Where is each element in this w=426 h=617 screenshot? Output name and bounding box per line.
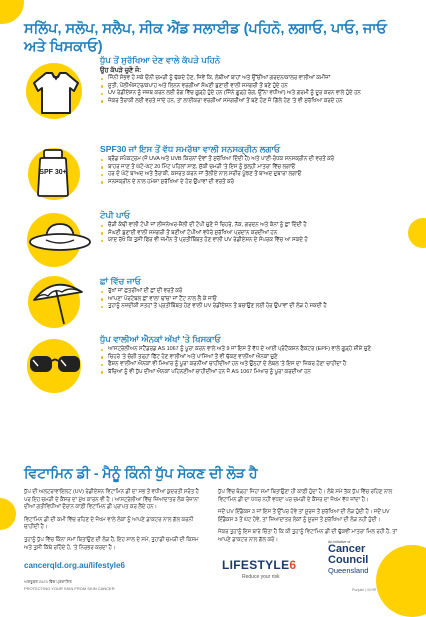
section-sunscreen <box>24 142 404 202</box>
cc-word-council: Council <box>328 554 369 566</box>
section-sunglasses <box>24 332 404 402</box>
shirt-icon <box>24 61 96 117</box>
cc-state: Queensland <box>328 566 369 575</box>
list-item: ਜੇਕਰ ਤੈਰਾਕੀ ਲਈ ਵਰਤੇ ਜਾਂਦੇ ਹਨ, ਤਾਂ ਲਾਈਕਰਾ ਵਰਗੀਆਂ ਸਮੱਗਰੀਆਂ ਤੋਂ ਬਣੇ ਹੋਣ ਜੋ ਗਿੱਲੇ ਹੋਣ 'ਤੇ ਵੀ ਸੁਰੱਖਿਆ ਕਰਦੇ ਹਨ <box>108 98 406 106</box>
lifestyle6-logo <box>222 556 306 584</box>
list-item: ਬ੍ਰੌਡ ਸਪੈਕਟ੍ਰਮ (ਜੋ UVA ਅਤੇ UVB ਕਿਰਨਾਂ ਦੋਵਾਂ ਤੋਂ ਸੁਰੱਖਿਆ ਦਿੰਦੀ ਹੈ) ਅਤੇ ਪਾਣੀ-ਰੋਧਕ ਸਨਸਕ੍ਰੀਨ ਦੀ ਵਰਤੋਂ ਕਰੋ <box>108 156 406 164</box>
lifestyle-number: 6 <box>289 558 297 572</box>
list-item: UV ਰੇਡੀਏਸ਼ਨ ਨੂੰ ਜਜ਼ਬ ਕਰਨ ਲਈ ਰੰਗ ਵਿੱਚ ਗੂੜ੍ਹੇ ਹੁੰਦੇ ਹਨ (ਜਿੰਨੇ ਗੂੜ੍ਹੇ ਰੰਗ, ਉੱਨਾ ਵਧੀਆ) ਅਤੇ ਗਰਮੀ ਨੂੰ ਦੂਰ ਕਰਨ ਵਾਲੇ ਹੁੰਦੇ ਹਨ <box>108 90 406 98</box>
list-item: ਸੰਘਣੀ ਬੁਣਾਈ ਵਾਲੀ ਸਮੱਗਰੀ ਤੋਂ ਬਣੀਆਂ ਟੋਪੀਆਂ ਵਧੇਰੇ ਸੁਰੱਖਿਆ ਪ੍ਰਦਾਨ ਕਰਦੀਆਂ ਹਨ <box>108 230 406 238</box>
language-tag: Punjabi | ਪੰਜਾਬੀ <box>352 588 376 592</box>
list-item: ਚਿਹਰੇ 'ਤੇ ਚੰਗੀ ਤਰ੍ਹਾਂ ਫਿੱਟ ਹੋਣ ਵਾਲੀਆਂ ਅਤੇ ਪਾਸਿਆਂ ਤੋਂ ਵੀ ਢੱਕਣ ਵਾਲੀਆਂ ਐਨਕਾਂ ਚੁਣੋ <box>108 354 406 362</box>
page-title: ਸਲਿੱਪ, ਸਲੋਪ, ਸਲੈਪ, ਸੀਕ ਐਂਡ ਸਲਾਈਡ (ਪਹਿਨੋ, ਲਗਾਓ, ਪਾਓ, ਜਾਓ ਅਤੇ ਖਿਸਕਾਓ) <box>24 21 387 55</box>
section-heading: SPF30 ਜਾਂ ਇਸ ਤੋਂ ਵੱਧ ਸਮਰੱਥਾ ਵਾਲੀ ਸਨਸਕ੍ਰੀਨ ਲਗਾਓ <box>100 144 281 154</box>
list-item: ਤੁਹਾਨੂੰ ਨਜ਼ਦੀਕੀ ਸਤਹਾਂ ਤੋਂ ਪ੍ਰਤੀਬਿੰਬਤ ਹੋਣ ਵਾਲੀ UV ਰੇਡੀਏਸ਼ਨ ਤੋਂ ਬਚਾਉਣ ਲਈ ਹੋਰ ਉਪਾਵਾਂ ਦੀ ਲੋੜ ਹੋ ਸਕਦੀ ਹੈ <box>108 303 406 311</box>
spf-label: SPF 30+ <box>39 169 67 176</box>
section-heading: ਧੁੱਪ ਤੋਂ ਸੁਰੱਖਿਆ ਦੇਣ ਵਾਲੇ ਕੱਪੜੇ ਪਹਿਨੋ <box>100 55 221 65</box>
decorative-circle <box>0 498 16 530</box>
vitamin-d-left-column <box>24 489 206 557</box>
list-item: ਫੈਸ਼ਨ ਵਾਲੀਆਂ ਐਨਕਾਂ ਵੀ ਮਿਆਰ ਨੂੰ ਪੂਰਾ ਕਰਨੀਆਂ ਚਾਹੀਦੀਆਂ ਹਨ ਅਤੇ ਉਨ੍ਹਾਂ ਦੇ ਲੇਬਲ 'ਤੇ ਇਸ ਦਾ ਜ਼ਿਕਰ ਹੋਣਾ ਚਾਹੀਦਾ ਹੈ <box>108 361 406 369</box>
list-item: ਬਾਹਰ ਜਾਣ ਤੋਂ ਘੱਟੋ-ਘੱਟ 20 ਮਿੰਟ ਪਹਿਲਾਂ ਸਾਫ਼, ਸੁੱਕੀ ਚਮੜੀ 'ਤੇ ਇਸ ਨੂੰ ਖੁੱਲ੍ਹੀ ਮਾਤਰਾ ਵਿੱਚ ਲਗਾਓ <box>108 164 406 172</box>
list-item: ਆਸਟ੍ਰੇਲੀਅਨ ਸਟੈਂਡਰਡ AS 1067 ਨੂੰ ਪੂਰਾ ਕਰਨ ਵਾਲੇ ਅਤੇ 9 ਜਾਂ ਇਸ ਤੋਂ ਵੱਧ ਦੇ ਆਈ ਪ੍ਰੋਟੈਕਸ਼ਨ ਫੈਕਟਰ (EPF) ਵਾਲੇ ਗੂੜ੍ਹੇ ਸ਼ੀਸ਼ੇ ਚੁਣੋ <box>108 346 406 354</box>
list-item: ਹਰ ਦੋ ਘੰਟੇ ਬਾਅਦ ਅਤੇ ਤੈਰਾਕੀ, ਕਸਰਤ ਕਰਨ ਜਾਂ ਤੌਲੀਏ ਨਾਲ ਸਰੀਰ ਪੂੰਝਣ ਤੋਂ ਬਾਅਦ ਦੁਬਾਰਾ ਲਗਾਓ <box>108 171 406 179</box>
section-heading: ਟੋਪੀ ਪਾਓ <box>100 210 131 220</box>
cc-initiative-text: An initiative of <box>328 540 351 544</box>
paragraph: ਧੁੱਪ ਦੀ ਅਲਟਰਾਵਾਇਲਟ (UV) ਰੇਡੀਏਸ਼ਨ ਵਿਟਾਮਿਨ ਡੀ ਦਾ ਸਭ ਤੋਂ ਵਧੀਆ ਕੁਦਰਤੀ ਸਰੋਤ ਹੈ ਪਰ ਇਹ ਚਮੜੀ ਦੇ ਕੈਂਸਰ ਦਾ ਮੁੱਖ ਕਾਰਨ ਵੀ ਹੈ। ਆਸਟ੍ਰੇਲੀਆ ਵਿੱਚ ਜ਼ਿਆਦਾਤਰ ਲੋਕ ਰੋਜ਼ਾਨਾ ਦੀਆਂ ਗਤੀਵਿਧੀਆਂ ਦੌਰਾਨ ਕਾਫ਼ੀ ਵਿਟਾਮਿਨ ਡੀ ਪ੍ਰਾਪਤ ਕਰ ਲੈਂਦੇ ਹਨ। <box>24 489 199 511</box>
decorative-circle <box>0 0 24 24</box>
section-heading: ਧੁੱਪ ਵਾਲੀਆਂ ਐਨਕਾਂ ਅੱਖਾਂ 'ਤੇ ਖਿਸਕਾਓ <box>100 334 221 344</box>
paragraph: ਜਦੋਂ UV ਇੰਡੈਕਸ 3 ਜਾਂ ਇਸ ਤੋਂ ਉੱਪਰ ਹੋਵੇ ਤਾਂ ਸੂਰਜ ਤੋਂ ਸੁਰੱਖਿਆ ਦੀ ਲੋੜ ਹੁੰਦੀ ਹੈ। ਜਦੋਂ UV ਇੰਡੈਕਸ 3 ਤੋਂ ਘੱਟ ਹੋਵੇ, ਤਾਂ ਜ਼ਿਆਦਾਤਰ ਲੋਕਾਂ ਨੂੰ ਸੂਰਜ ਤੋਂ ਸੁਰੱਖਿਆ ਦੀ ਲੋੜ ਨਹੀਂ ਹੁੰਦੀ। <box>218 509 390 523</box>
list-item: ਬੱਚਿਆਂ ਨੂੰ ਵੀ ਧੁੱਪ ਦੀਆਂ ਐਨਕਾਂ ਪਹਿਨਣੀਆਂ ਚਾਹੀਦੀਆਂ ਹਨ ਜੋ AS 1067 ਮਿਆਰ ਨੂੰ ਪੂਰਾ ਕਰਦੀਆਂ ਹਨ <box>108 369 406 377</box>
paragraph: ਜੇਕਰ ਤੁਹਾਨੂੰ ਇਸ ਬਾਰੇ ਚਿੰਤਾ ਹੈ ਕਿ ਕੀ ਤੁਹਾਨੂੰ ਵਿਟਾਮਿਨ ਡੀ ਦੀ ਢੁੱਕਵੀਂ ਮਾਤਰਾ ਮਿਲ ਰਹੀ ਹੈ, ਤਾਂ ਆਪਣੇ ਡਾਕਟਰ ਨਾਲ ਗੱਲ ਕਰੋ। <box>218 529 398 543</box>
section-clothing <box>24 55 404 133</box>
vitamin-d-title: ਵਿਟਾਮਿਨ ਡੀ - ਮੈਨੂੰ ਕਿੰਨੀ ਧੁੱਪ ਸੇਕਣ ਦੀ ਲੋੜ ਹੈ <box>24 465 258 481</box>
list-item: ਜਿੰਨੀ ਸੰਭਵ ਹੋ ਸਕੇ ਓਨੀ ਚਮੜੀ ਨੂੰ ਢੱਕਦੇ ਹੋਣ, ਜਿਵੇਂ ਕਿ, ਲੰਬੀਆਂ ਬਾਹਾਂ ਅਤੇ ਉੱਚੀਆਂ ਗਰਦਨ/ਕਾਲਰ ਵਾਲੀਆਂ ਕਮੀਜ਼ਾਂ <box>108 75 406 83</box>
umbrella-icon <box>24 272 96 328</box>
section-subheading: ਉਹ ਕੱਪੜੇ ਚੁਣੋ ਜੋ: <box>100 67 142 74</box>
footer-url-link[interactable]: cancerqld.org.au/lifestyle6 <box>24 561 125 570</box>
list-item: ਸਨਸਕ੍ਰੀਨ ਦੇ ਨਾਲ ਹਮੇਸ਼ਾ ਸੁਰੱਖਿਆ ਦੇ ਹੋਰ ਉਪਾਵਾਂ ਦੀ ਵਰਤੋਂ ਕਰੋ <box>108 179 406 187</box>
sunglasses-icon <box>24 336 96 392</box>
list-item: ਆਪਣਾ ਪੋਰਟੇਬਲ ਛਾਂ ਵਾਲਾ ਢਾਂਚਾ ਜਾਂ ਟੈਂਟ ਨਾਲ ਲੈ ਕੇ ਜਾਓ <box>108 296 406 304</box>
list-item: ਰੁੱਖਾਂ ਜਾਂ ਛਤਰੀਆਂ ਦੀ ਛਾਂ ਦੀ ਵਰਤੋਂ ਕਰੋ <box>108 288 406 296</box>
hat-icon <box>24 210 96 266</box>
decorative-circle <box>408 218 426 248</box>
cc-word-cancer: Cancer <box>328 543 366 555</box>
section-shade <box>24 272 404 324</box>
paragraph: ਵਿਟਾਮਿਨ ਡੀ ਦੀ ਕਮੀ ਵਿੱਚ ਰਹਿਣ ਦੇ ਜੋਖਮ ਵਾਲੇ ਲੋਕਾਂ ਨੂੰ ਆਪਣੇ ਡਾਕਟਰ ਨਾਲ ਗੱਲ ਕਰਨੀ ਚਾਹੀਦੀ ਹੈ। <box>24 516 194 531</box>
list-item: ਚੌੜੀ ਕੰਢੀ ਵਾਲੀ ਟੋਪੀ ਜਾਂ ਲੀਜਨੇਅਰ-ਸ਼ੈਲੀ ਦੀ ਟੋਪੀ ਚੁਣੋ ਜੋ ਚਿਹਰੇ, ਨੱਕ, ਗਰਦਨ ਅਤੇ ਕੰਨਾਂ ਨੂੰ ਛਾਂ ਦਿੰਦੀ ਹੈ <box>108 222 406 230</box>
sunscreen-bottle-icon <box>24 142 96 198</box>
list-item: ਸੂਤੀ, ਪੌਲੀਐਸਟਰ/ਕਪਾਹ ਅਤੇ ਲਿਨਨ ਵਰਗੀਆਂ ਸੰਘਣੀ ਬੁਣਾਈ ਵਾਲੀ ਸਮੱਗਰੀ ਤੋਂ ਬਣੇ ਹੁੰਦੇ ਹਨ <box>108 83 406 91</box>
footer-published: ਅਕਤੂਬਰ 2023 ਵਿੱਚ ਪ੍ਰਕਾਸ਼ਿਤ <box>24 579 72 584</box>
section-hat <box>24 208 404 266</box>
list-item: ਯਾਦ ਰੱਖੋ ਕਿ ਤੁਸੀਂ ਫਿਰ ਵੀ ਜ਼ਮੀਨ ਤੋਂ ਪ੍ਰਤੀਬਿੰਬਤ ਹੋਣ ਵਾਲੀ UV ਰੇਡੀਏਸ਼ਨ ਦੇ ਸੰਪਰਕ ਵਿੱਚ ਆ ਸਕਦੇ ਹੋ <box>108 237 406 245</box>
paragraph: ਤੁਹਾਨੂੰ ਧੁੱਪ ਵਿੱਚ ਕਿੰਨਾ ਸਮਾਂ ਬਿਤਾਉਣ ਦੀ ਲੋੜ ਹੈ, ਇਹ ਸਾਲ ਦੇ ਸਮੇਂ, ਤੁਹਾਡੀ ਚਮੜੀ ਦੀ ਕਿਸਮ ਅਤੇ ਤੁਸੀਂ ਕਿੱਥੇ ਰਹਿੰਦੇ ਹੋ, 'ਤੇ ਨਿਰਭਰ ਕਰਦਾ ਹੈ। <box>24 536 199 551</box>
footer-tagline: PROTECTING YOUR SKIN FROM SKIN CANCER <box>24 586 115 591</box>
section-heading: ਛਾਂ ਵਿੱਚ ਜਾਓ <box>100 276 142 286</box>
paragraph: ਧੁੱਪ ਵਿੱਚ ਥੋੜ੍ਹਾ ਜਿਹਾ ਸਮਾਂ ਬਿਤਾਉਣਾ ਹੀ ਕਾਫ਼ੀ ਹੁੰਦਾ ਹੈ। ਲੰਬੇ ਸਮੇਂ ਤੱਕ ਧੁੱਪ ਵਿੱਚ ਰਹਿਣ ਨਾਲ ਵਿਟਾਮਿਨ ਡੀ ਦਾ ਪੱਧਰ ਨਹੀਂ ਵਧਦਾ ਪਰ ਚਮੜੀ ਦੇ ਕੈਂਸਰ ਦਾ ਜੋਖਮ ਵੱਧ ਜਾਂਦਾ ਹੈ। <box>218 489 393 503</box>
lifestyle-word: LIFESTYLE <box>222 558 290 572</box>
lifestyle-tagline: Reduce your risk <box>242 574 280 580</box>
